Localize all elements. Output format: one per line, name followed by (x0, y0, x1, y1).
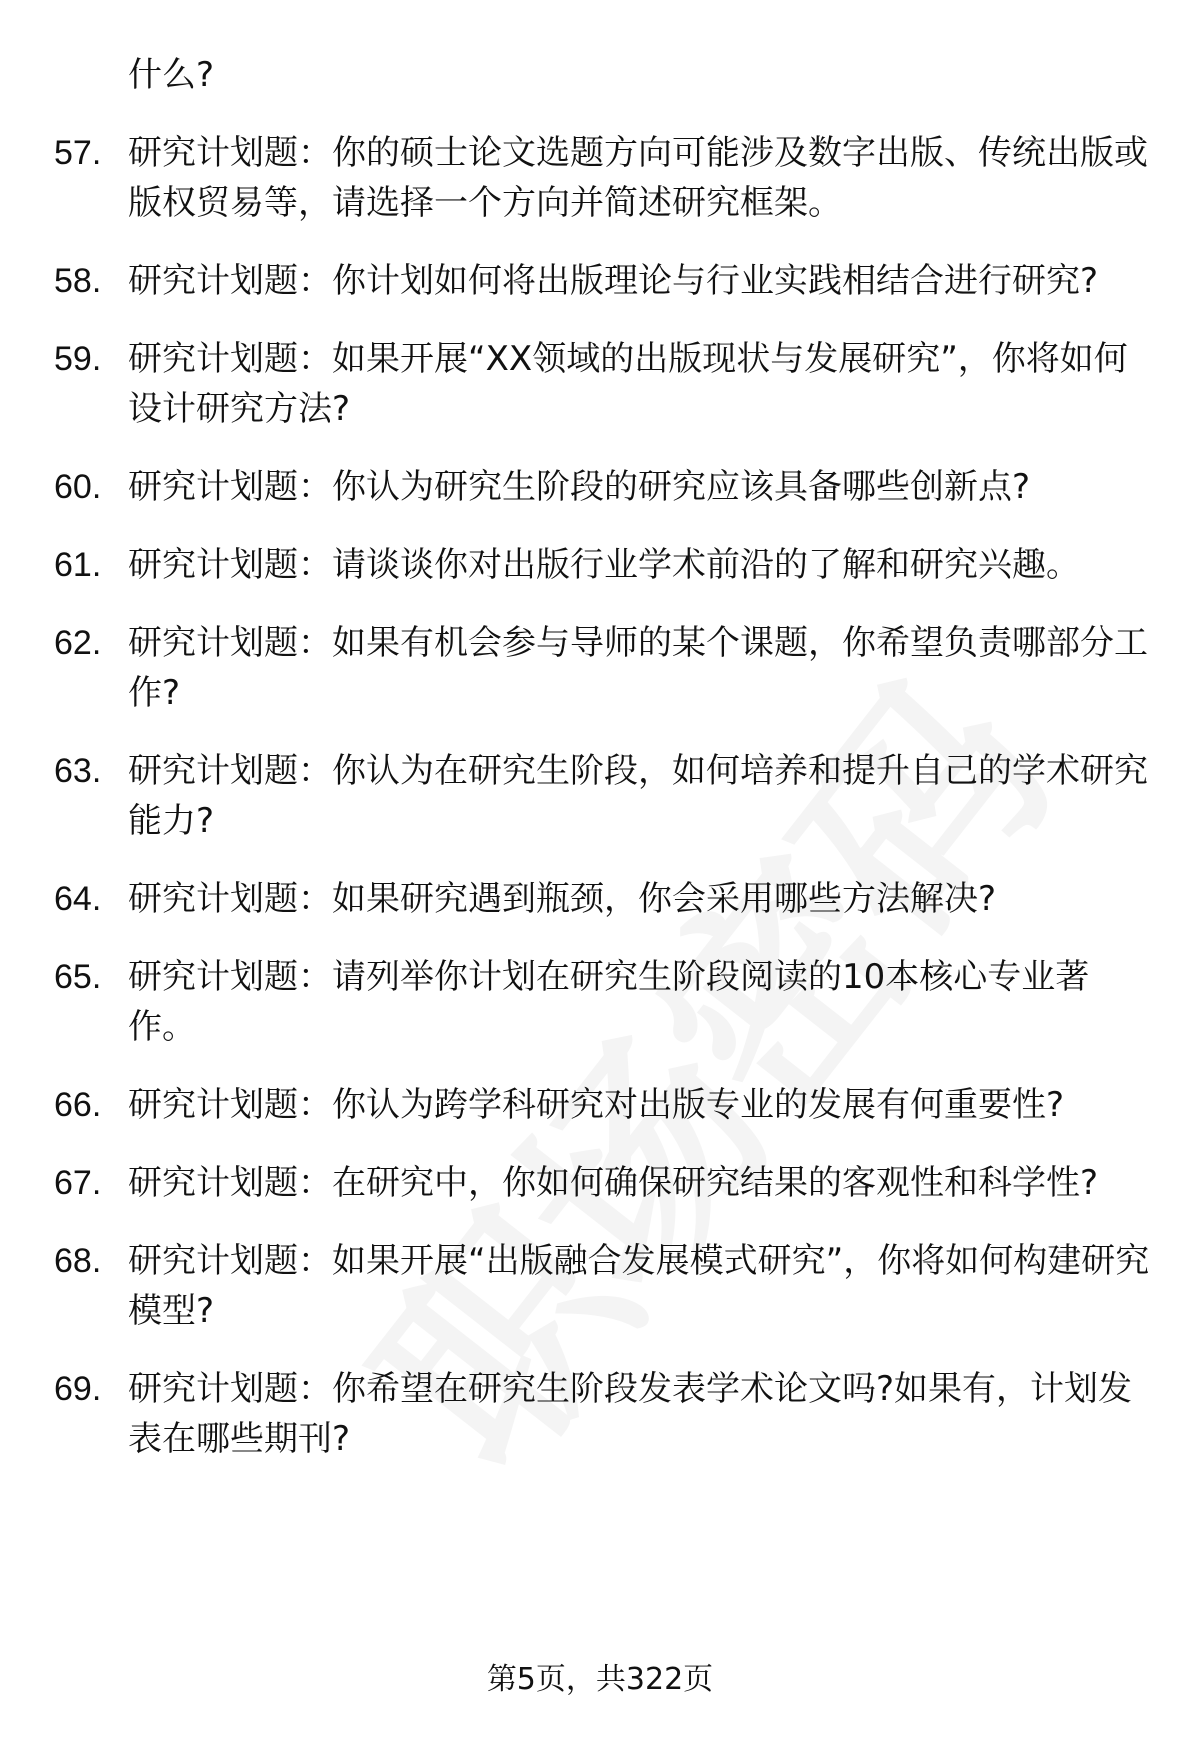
question-number: 63. (54, 752, 102, 790)
question-text: 研究计划题：你认为在研究生阶段，如何培养和提升自己的学术研究能力? (128, 751, 1148, 841)
question-number: 58. (54, 262, 102, 300)
question-text: 研究计划题：你计划如何将出版理论与行业实践相结合进行研究? (128, 261, 1099, 301)
question-number: 66. (54, 1086, 102, 1124)
question-item (0, 334, 1200, 434)
question-item (0, 1080, 1200, 1130)
question-item (0, 540, 1200, 590)
question-item (0, 1364, 1200, 1464)
question-number: 67. (54, 1164, 102, 1202)
question-number: 61. (54, 546, 102, 584)
question-number: 64. (54, 880, 102, 918)
question-number: 60. (54, 468, 102, 506)
question-text: 研究计划题：你认为跨学科研究对出版专业的发展有何重要性? (128, 1085, 1065, 1125)
question-number: 62. (54, 624, 102, 662)
question-item (0, 618, 1200, 718)
question-item (0, 128, 1200, 228)
question-item (0, 1236, 1200, 1336)
page-content (0, 50, 1200, 1492)
question-text: 研究计划题：如果开展“出版融合发展模式研究”，你将如何构建研究模型? (128, 1241, 1150, 1331)
question-list (0, 128, 1200, 1464)
question-text: 研究计划题：请列举你计划在研究生阶段阅读的10本核心专业著作。 (128, 957, 1090, 1047)
question-text: 研究计划题：如果开展“XX领域的出版现状与发展研究”，你将如何设计研究方法? (128, 339, 1128, 429)
question-text: 研究计划题：你认为研究生阶段的研究应该具备哪些创新点? (128, 467, 1031, 507)
question-text: 研究计划题：请谈谈你对出版行业学术前沿的了解和研究兴趣。 (128, 545, 1080, 585)
question-text: 研究计划题：在研究中，你如何确保研究结果的客观性和科学性? (128, 1163, 1099, 1203)
question-text: 研究计划题：如果研究遇到瓶颈，你会采用哪些方法解决? (128, 879, 997, 919)
question-item (0, 952, 1200, 1052)
question-number: 68. (54, 1242, 102, 1280)
previous-question-continuation: 什么? (128, 55, 215, 95)
question-number: 57. (54, 134, 102, 172)
question-number: 59. (54, 340, 102, 378)
question-text: 研究计划题：你希望在研究生阶段发表学术论文吗?如果有，计划发表在哪些期刊? (128, 1369, 1133, 1459)
question-item (0, 874, 1200, 924)
page-footer: 第5页，共322页 (486, 1662, 714, 1697)
question-number: 65. (54, 958, 102, 996)
question-text: 研究计划题：如果有机会参与导师的某个课题，你希望负责哪部分工作? (128, 623, 1148, 713)
question-item (0, 1158, 1200, 1208)
question-text: 研究计划题：你的硕士论文选题方向可能涉及数字出版、传统出版或版权贸易等，请选择一个方向并简述研究框架。 (128, 133, 1148, 223)
question-number: 69. (54, 1370, 102, 1408)
question-item (0, 746, 1200, 846)
question-item (0, 462, 1200, 512)
question-item (0, 256, 1200, 306)
